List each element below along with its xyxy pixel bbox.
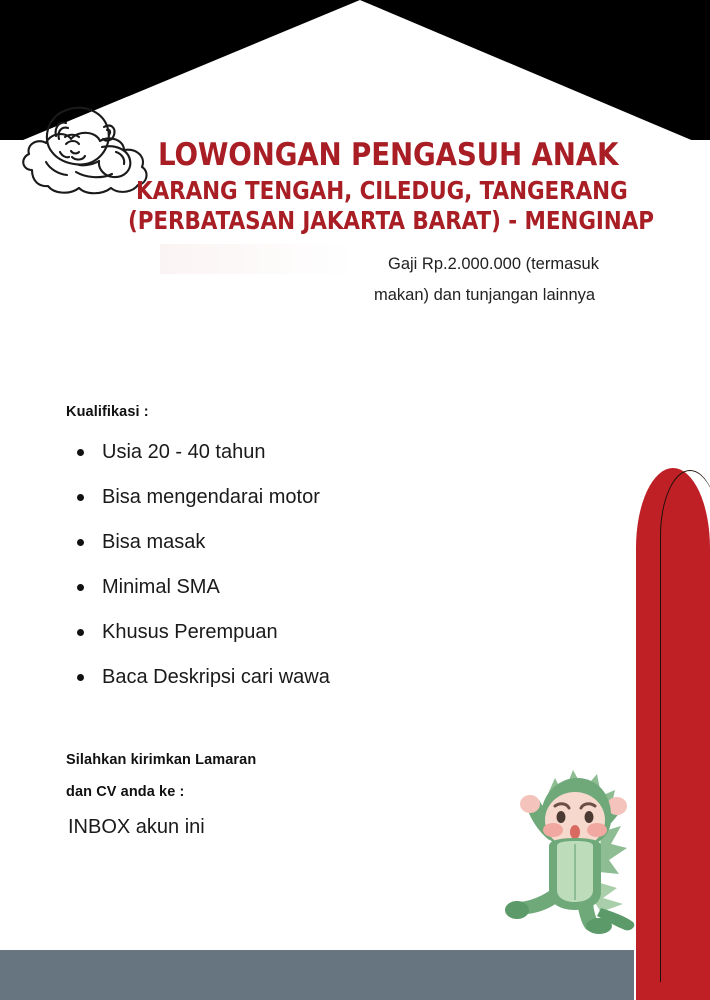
salary-note [374,255,658,317]
title-subline-location: KARANG TENGAH, CILEDUG, TANGERANG [136,175,628,205]
title-block [128,137,708,237]
list-item: Baca Deskripsi cari wawa [66,667,586,687]
qualifications-section [66,404,586,712]
apply-instructions [66,752,486,839]
list-item: Usia 20 - 40 tahun [66,442,586,462]
apply-line-1: Silahkan kirimkan Lamaran [66,752,257,768]
list-item: Minimal SMA [66,577,586,597]
list-item: Bisa mengendarai motor [66,487,586,507]
list-item: Bisa masak [66,532,586,552]
title-subline-detail: (PERBATASAN JAKARTA BARAT) - MENGINAP [128,205,654,235]
salary-line-1: Gaji Rp.2.000.000 (termasuk [388,255,599,273]
poster-header [0,92,710,252]
list-item: Khusus Perempuan [66,622,586,642]
baby-in-dinosaur-costume-icon [505,762,637,934]
red-arch-shape [636,468,710,1000]
qualifications-heading: Kualifikasi : [66,404,149,420]
salary-line-2: makan) dan tunjangan lainnya [374,286,596,305]
qualifications-list [66,442,586,687]
apply-target: INBOX akun ini [68,816,205,838]
apply-line-2: dan CV anda ke : [66,784,185,800]
slate-footer-bar [0,950,634,1000]
page-title: LOWONGAN PENGASUH ANAK [158,137,619,173]
